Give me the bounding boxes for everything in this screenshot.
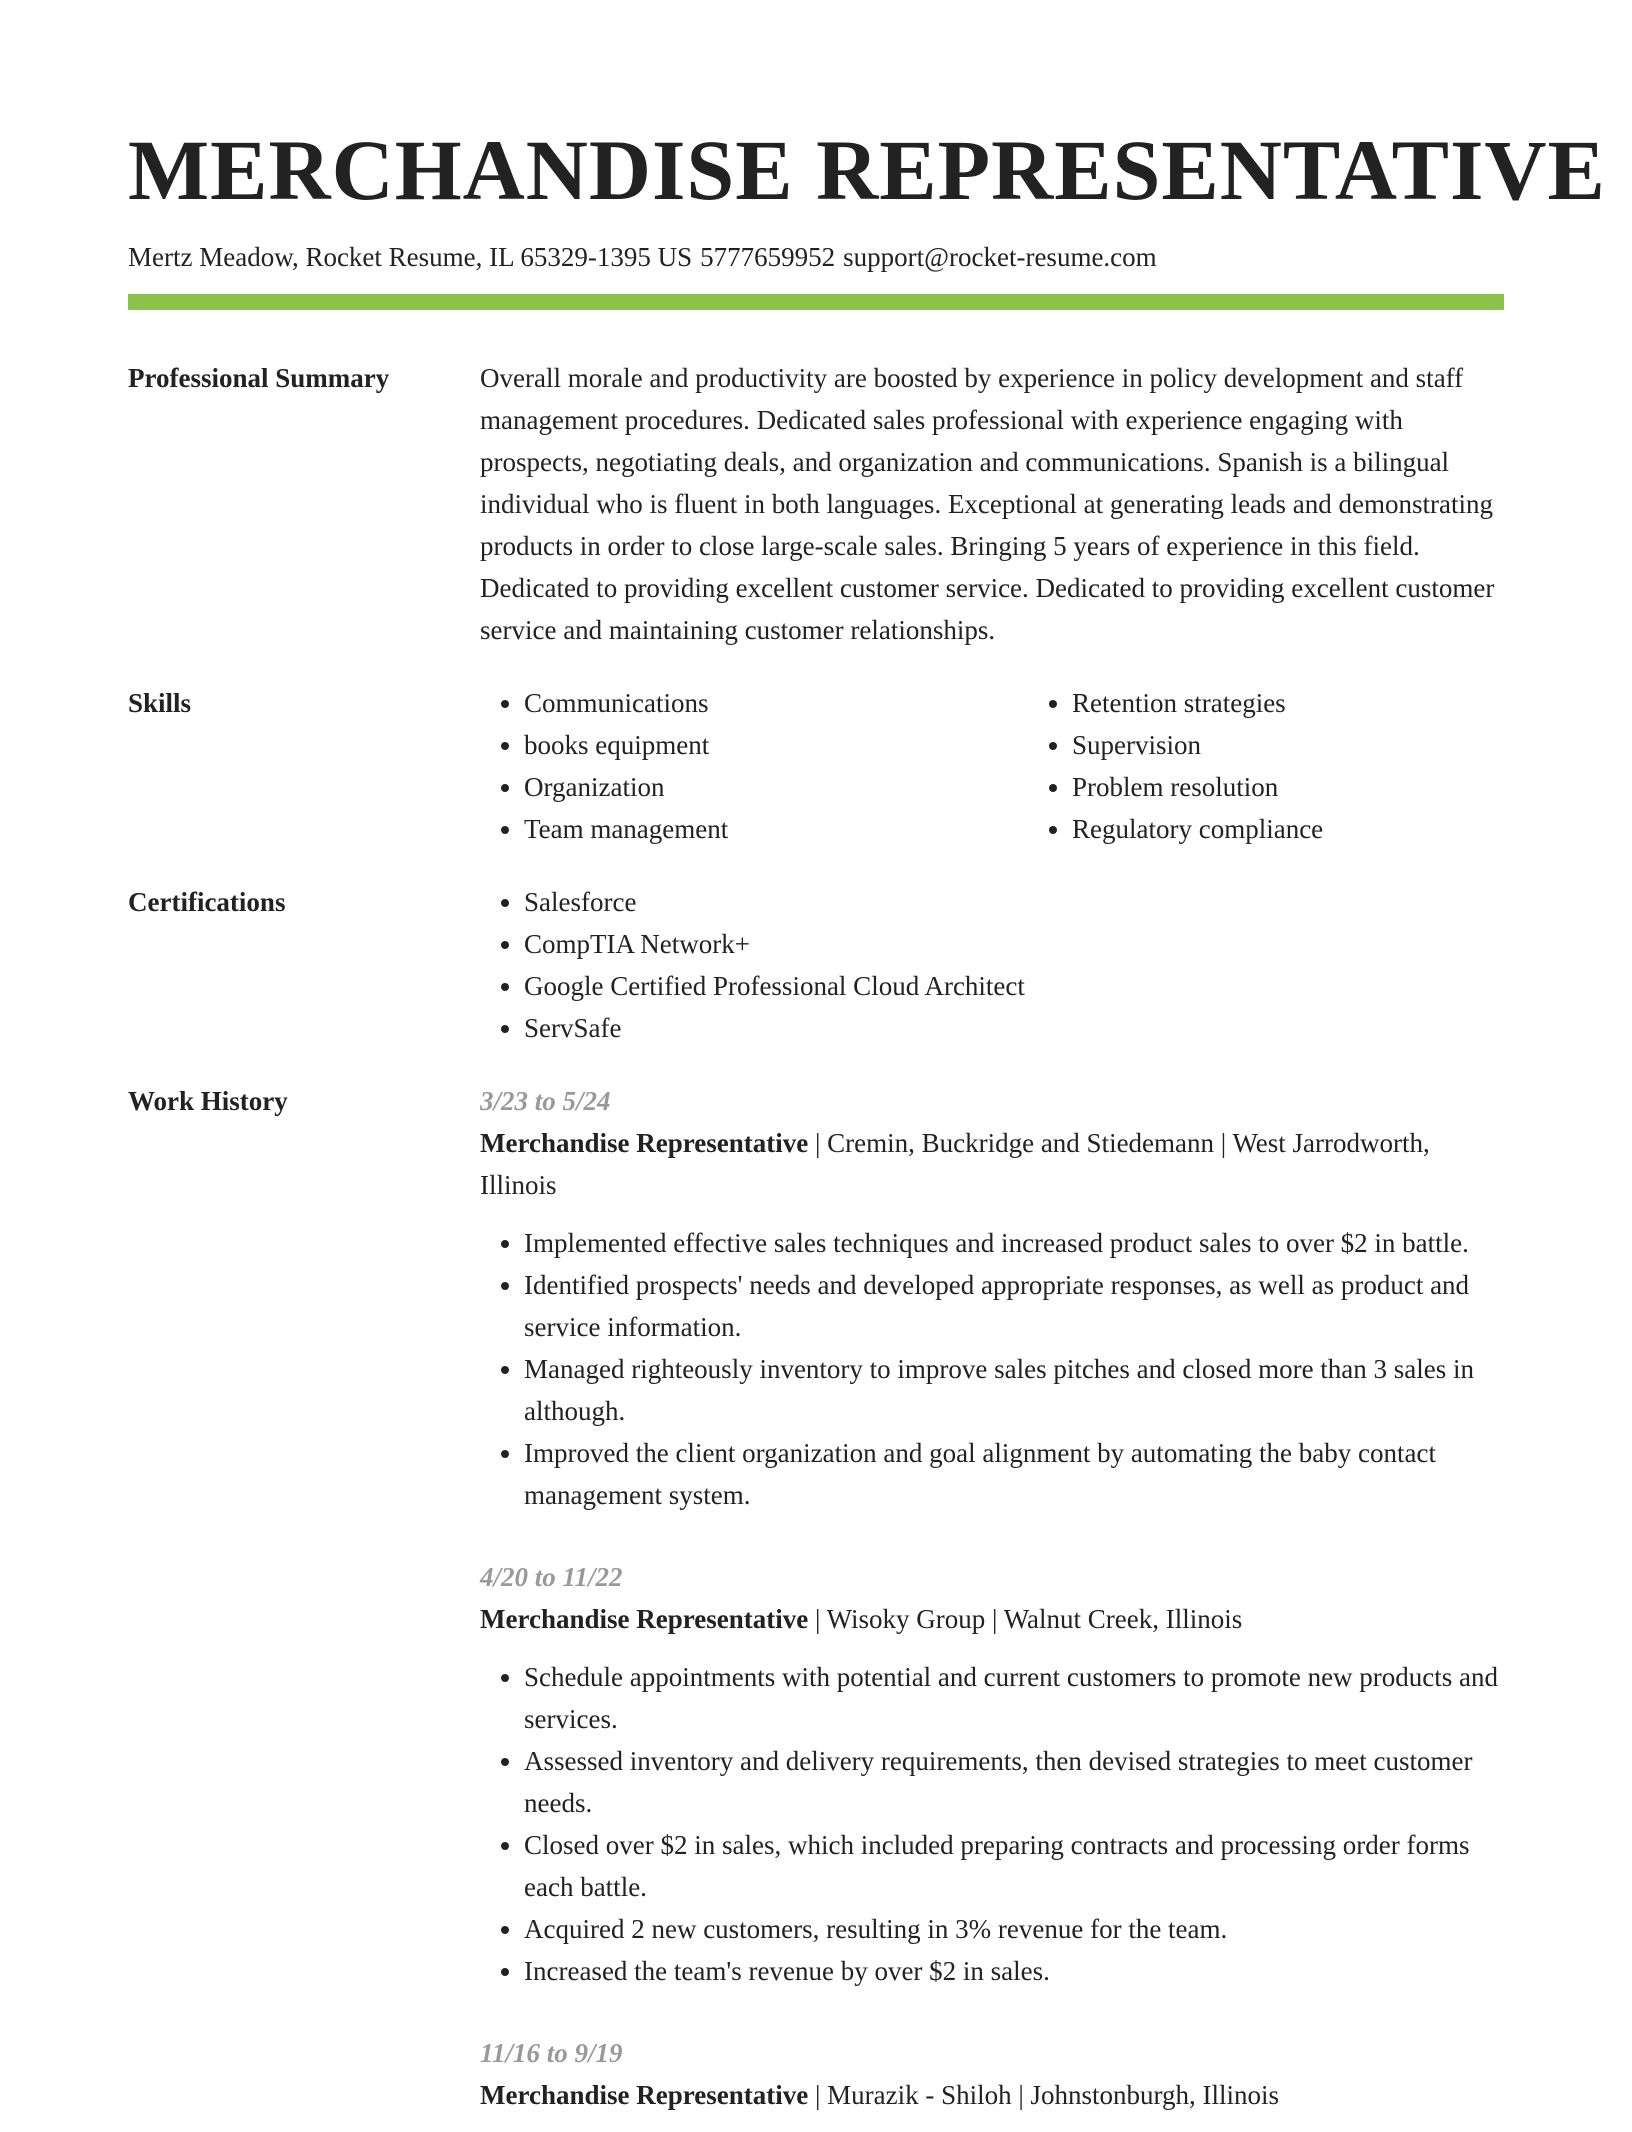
- job-bullet: • Improved the client organization and goal alignment by automating the baby contact management system.: [524, 1432, 1504, 1516]
- job-bullet: • Implemented effective sales techniques and increased product sales to over $2 in battle.: [524, 1222, 1504, 1264]
- skill-item: • Supervision: [1072, 724, 1576, 766]
- job-bullets: [480, 1222, 1504, 1516]
- certification-item: • Salesforce: [524, 881, 1504, 923]
- contact-line: [128, 240, 1504, 274]
- job-details: | Wisoky Group | Walnut Creek, Illinois: [808, 1604, 1243, 1634]
- job-bullet: • Identified prospects' needs and developed appropriate responses, as well as product and service information.: [524, 1264, 1504, 1348]
- job-heading: [480, 1598, 1504, 1640]
- certifications-label: Certifications: [128, 887, 286, 917]
- job-entry: [480, 2032, 1504, 2116]
- contact-phone: 5777659952: [700, 242, 836, 272]
- job-title: Merchandise Representative: [480, 2080, 809, 2110]
- job-bullets: [480, 1656, 1504, 1992]
- skills-list-right: [1028, 682, 1576, 850]
- skill-item: • Communications: [524, 682, 1028, 724]
- job-bullet: • Managed righteously inventory to improve sales pitches and closed more than 3 sales in although.: [524, 1348, 1504, 1432]
- skill-item: • Retention strategies: [1072, 682, 1576, 724]
- job-bullet: • Assessed inventory and delivery requirements, then devised strategies to meet customer needs.: [524, 1740, 1504, 1824]
- work-history-label: Work History: [128, 1086, 288, 1116]
- skill-item: • Organization: [524, 766, 1028, 808]
- job-details: | Murazik - Shiloh | Johnstonburgh, Illinois: [808, 2080, 1280, 2110]
- job-title: Merchandise Representative: [480, 1128, 809, 1158]
- job-title: Merchandise Representative: [480, 1604, 809, 1634]
- job-heading: [480, 1122, 1504, 1206]
- skill-item: • books equipment: [524, 724, 1028, 766]
- summary-section: [128, 357, 1504, 651]
- job-bullet: • Schedule appointments with potential and current customers to promote new products and services.: [524, 1656, 1504, 1740]
- skill-item: • Team management: [524, 808, 1028, 850]
- job-dates: 4/20 to 11/22: [480, 1562, 623, 1592]
- work-history-section: [128, 1080, 1504, 2132]
- certification-item: • Google Certified Professional Cloud Architect: [524, 965, 1504, 1007]
- contact-address: Mertz Meadow, Rocket Resume, IL 65329-1395 US: [128, 242, 693, 272]
- resume-name: MERCHANDISE REPRESENTATIVE: [128, 122, 1606, 218]
- summary-text: Overall morale and productivity are boosted by experience in policy development and staff management procedures. Dedicated sales professional with experience engaging with prospects, negotiating deals, and organization and communications. Spanish is a bilingual individual who is fluent in both languages. Exceptional at generating leads and demonstrating products in order to close large-scale sales. Bringing 5 years of experience in this field. Dedicated to providing excellent customer service. Dedicated to providing excellent customer service and maintaining customer relationships.: [480, 363, 1495, 645]
- summary-label: Professional Summary: [128, 363, 390, 393]
- skills-list-left: [480, 682, 1028, 850]
- certification-item: • CompTIA Network+: [524, 923, 1504, 965]
- job-heading: [480, 2074, 1504, 2116]
- skills-label: Skills: [128, 688, 192, 718]
- header-divider: [128, 294, 1504, 310]
- resume-page: [128, 118, 1606, 2132]
- skills-section: [128, 682, 1504, 850]
- certifications-section: [128, 881, 1504, 1049]
- job-dates: 11/16 to 9/19: [480, 2038, 623, 2068]
- job-dates: 3/23 to 5/24: [480, 1086, 611, 1116]
- job-bullet: • Closed over $2 in sales, which included preparing contracts and processing order forms each battle.: [524, 1824, 1504, 1908]
- skill-item: • Problem resolution: [1072, 766, 1576, 808]
- certification-item: • ServSafe: [524, 1007, 1504, 1049]
- skill-item: • Regulatory compliance: [1072, 808, 1576, 850]
- job-entry: [480, 1556, 1504, 1992]
- certifications-list: [480, 881, 1504, 1049]
- job-entry: [480, 1080, 1504, 1516]
- job-details: | Cremin, Buckridge and Stiedemann | West Jarrodworth, Illinois: [480, 1128, 1430, 1200]
- job-bullet: • Acquired 2 new customers, resulting in 3% revenue for the team.: [524, 1908, 1504, 1950]
- contact-email: support@rocket-resume.com: [843, 242, 1157, 272]
- job-bullet: • Increased the team's revenue by over $2 in sales.: [524, 1950, 1504, 1992]
